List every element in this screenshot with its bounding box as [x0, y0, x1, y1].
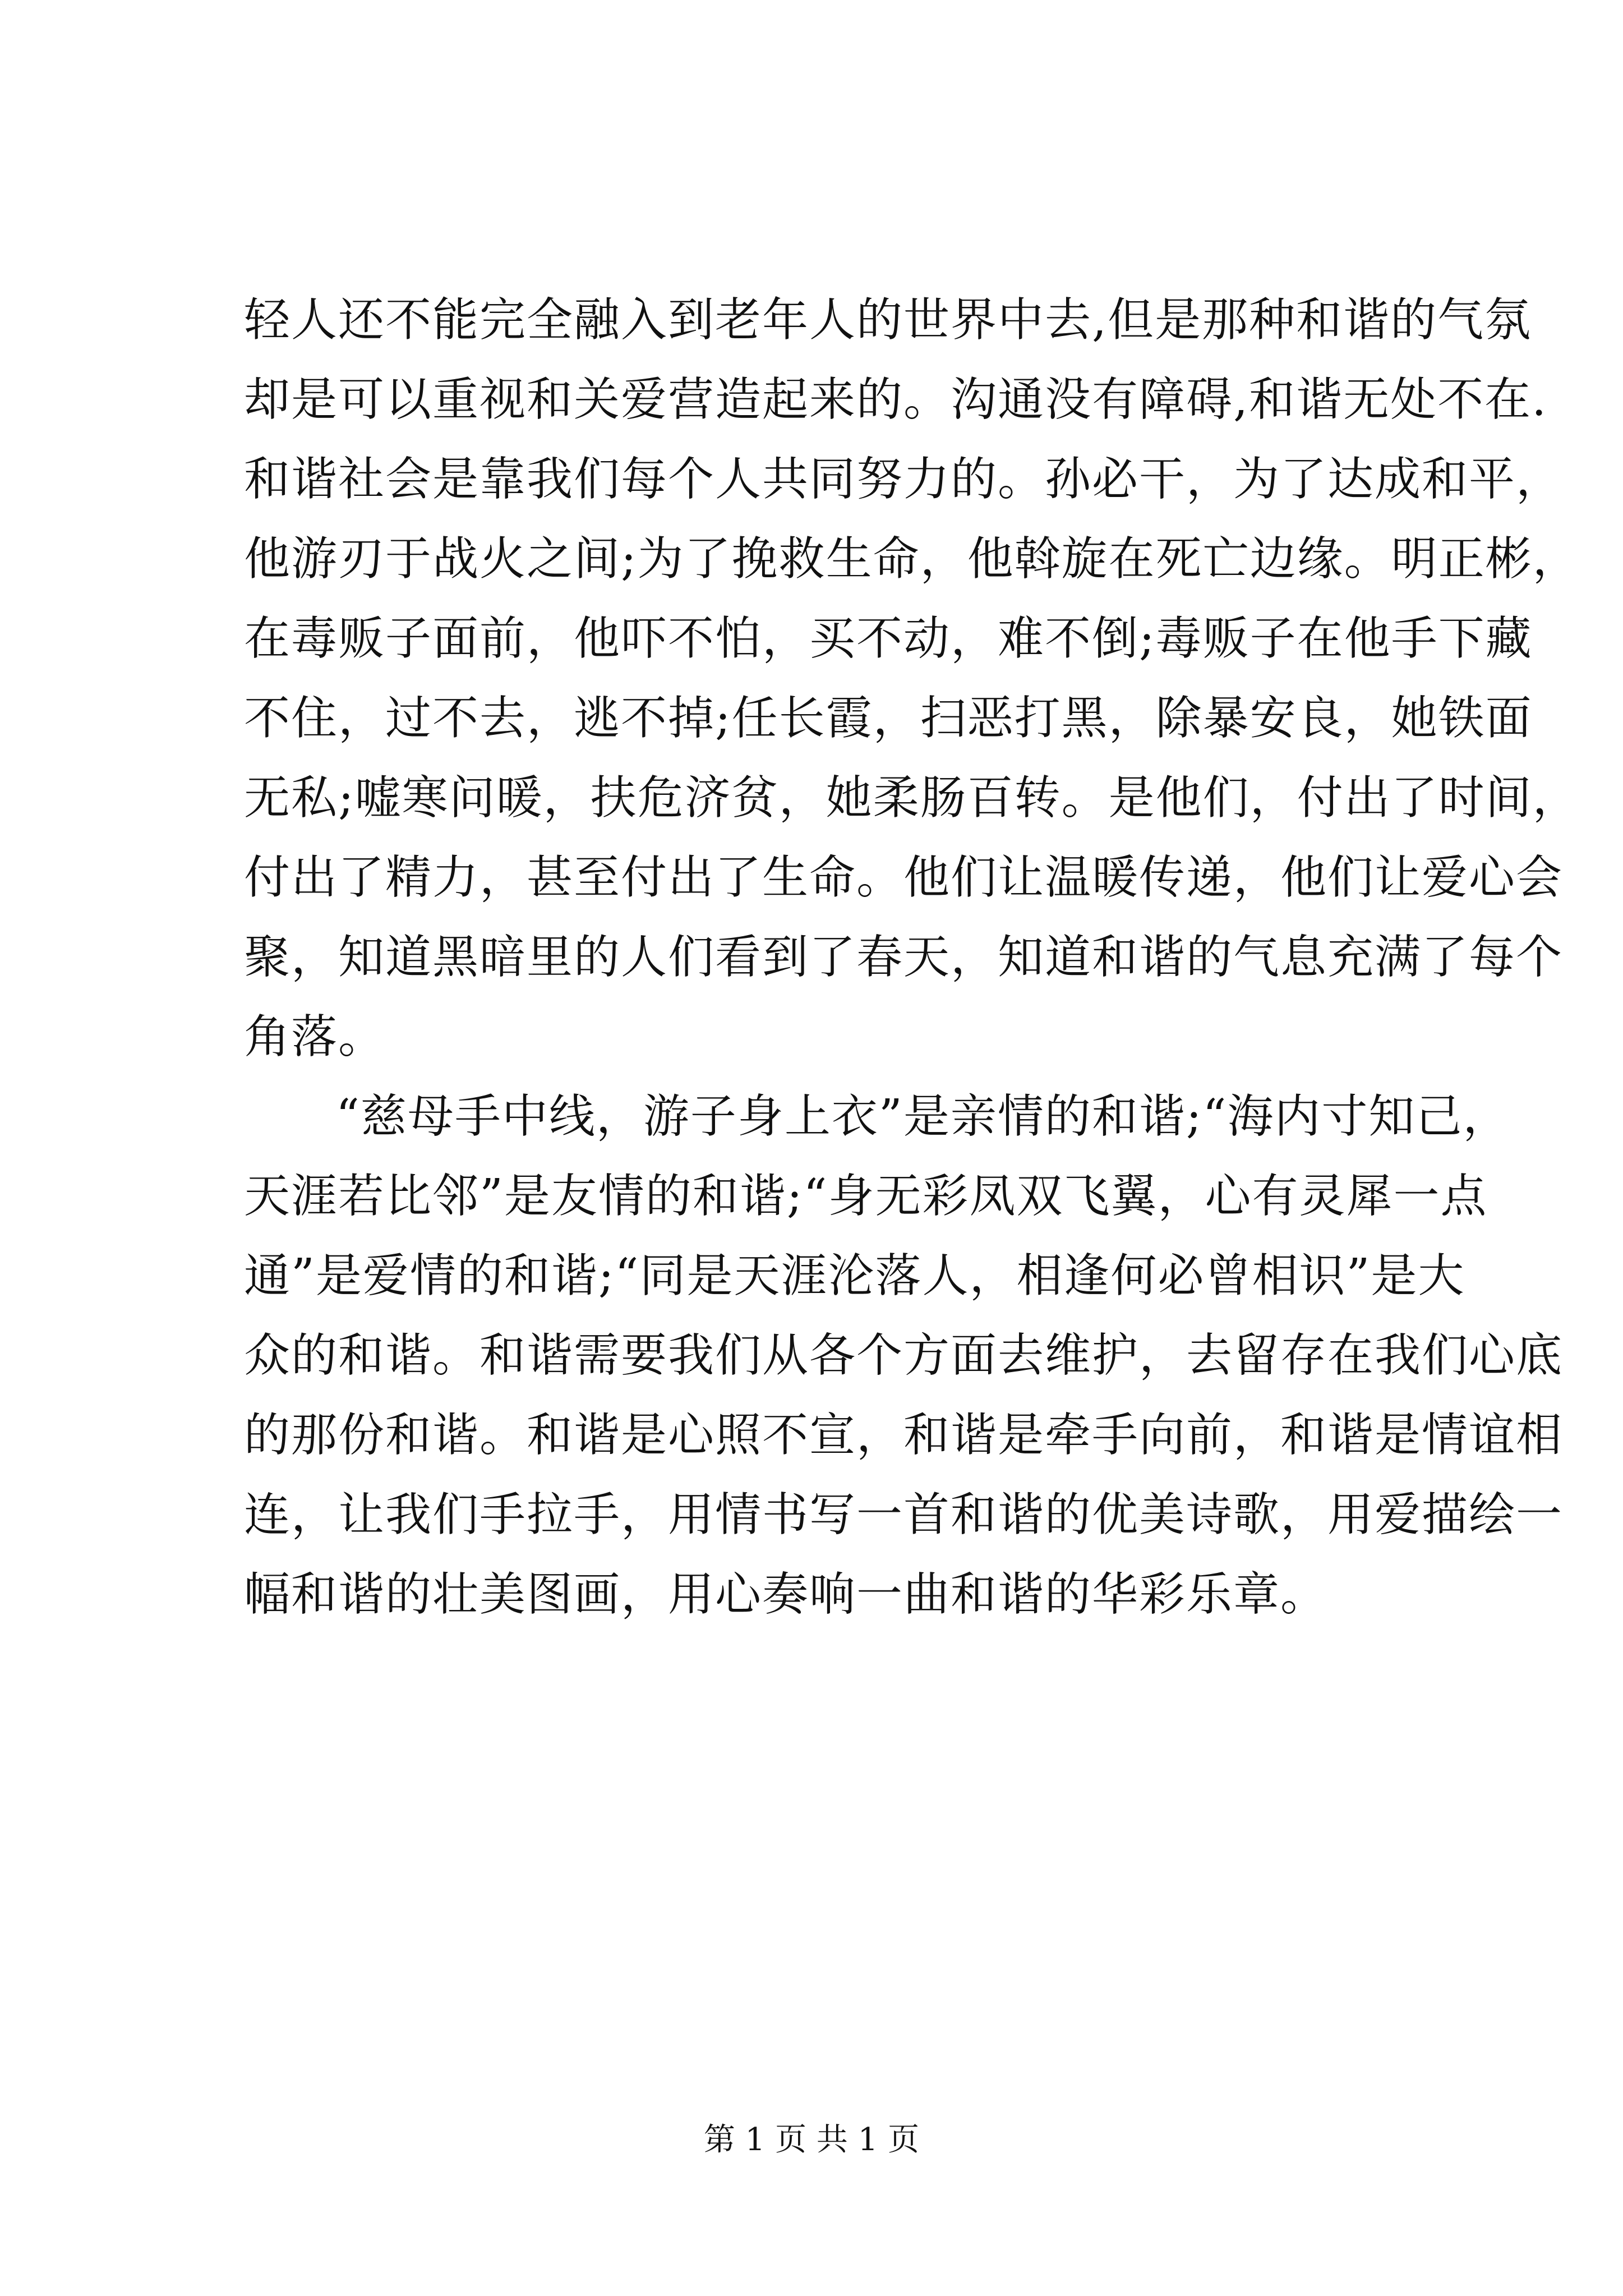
- text-line: 天涯若比邻”是友情的和谐;“身无彩凤双飞翼，心有灵犀一点: [244, 1170, 1488, 1223]
- text-line: 在毒贩子面前，他吓不怕，买不动，难不倒;毒贩子在他手下藏: [244, 612, 1533, 665]
- text-line: 付出了精力，甚至付出了生命。他们让温暖传递，他们让爱心会: [244, 851, 1564, 904]
- text-line: 幅和谐的壮美图画，用心奏响一曲和谐的华彩乐章。: [244, 1568, 1328, 1621]
- text-line: 通”是爱情的和谐;“同是天涯沦落人，相逢何必曾相识”是大: [244, 1249, 1465, 1303]
- text-line: 的那份和谐。和谐是心照不宣，和谐是牵手向前，和谐是情谊相: [244, 1409, 1564, 1462]
- paragraph-2: [244, 1077, 1564, 1635]
- text-line: 轻人还不能完全融入到老年人的世界中去,但是那种和谐的气氛: [244, 293, 1532, 347]
- page-number: 第 1 页 共 1 页: [703, 2122, 920, 2158]
- text-line: 不住，过不去，逃不掉;任长霞，扫恶打黑，除暴安良，她铁面: [244, 692, 1533, 745]
- text-line: 角落。: [244, 1010, 386, 1064]
- text-line: 无私;嘘寒问暖，扶危济贫，她柔肠百转。是他们，付出了时间，: [244, 771, 1580, 825]
- text-line: 他游刃于战火之间;为了挽救生命，他斡旋在死亡边缘。明正彬，: [244, 532, 1580, 586]
- text-line: “慈母手中线，游子身上衣”是亲情的和谐;“海内寸知己，: [336, 1090, 1510, 1143]
- paragraph-1: [244, 280, 1580, 1077]
- text-line: 却是可以重视和关爱营造起来的。沟通没有障碍,和谐无处不在.: [244, 373, 1548, 426]
- text-line: 和谐社会是靠我们每个人共同努力的。孙必干，为了达成和平，: [244, 453, 1564, 506]
- text-line: 聚，知道黑暗里的人们看到了春天，知道和谐的气息充满了每个: [244, 931, 1564, 984]
- page-footer: [0, 2120, 1623, 2160]
- body-text: [244, 280, 1580, 1635]
- text-line: 连，让我们手拉手，用情书写一首和谐的优美诗歌，用爱描绘一: [244, 1488, 1564, 1542]
- text-line: 众的和谐。和谐需要我们从各个方面去维护，去留存在我们心底: [244, 1329, 1564, 1382]
